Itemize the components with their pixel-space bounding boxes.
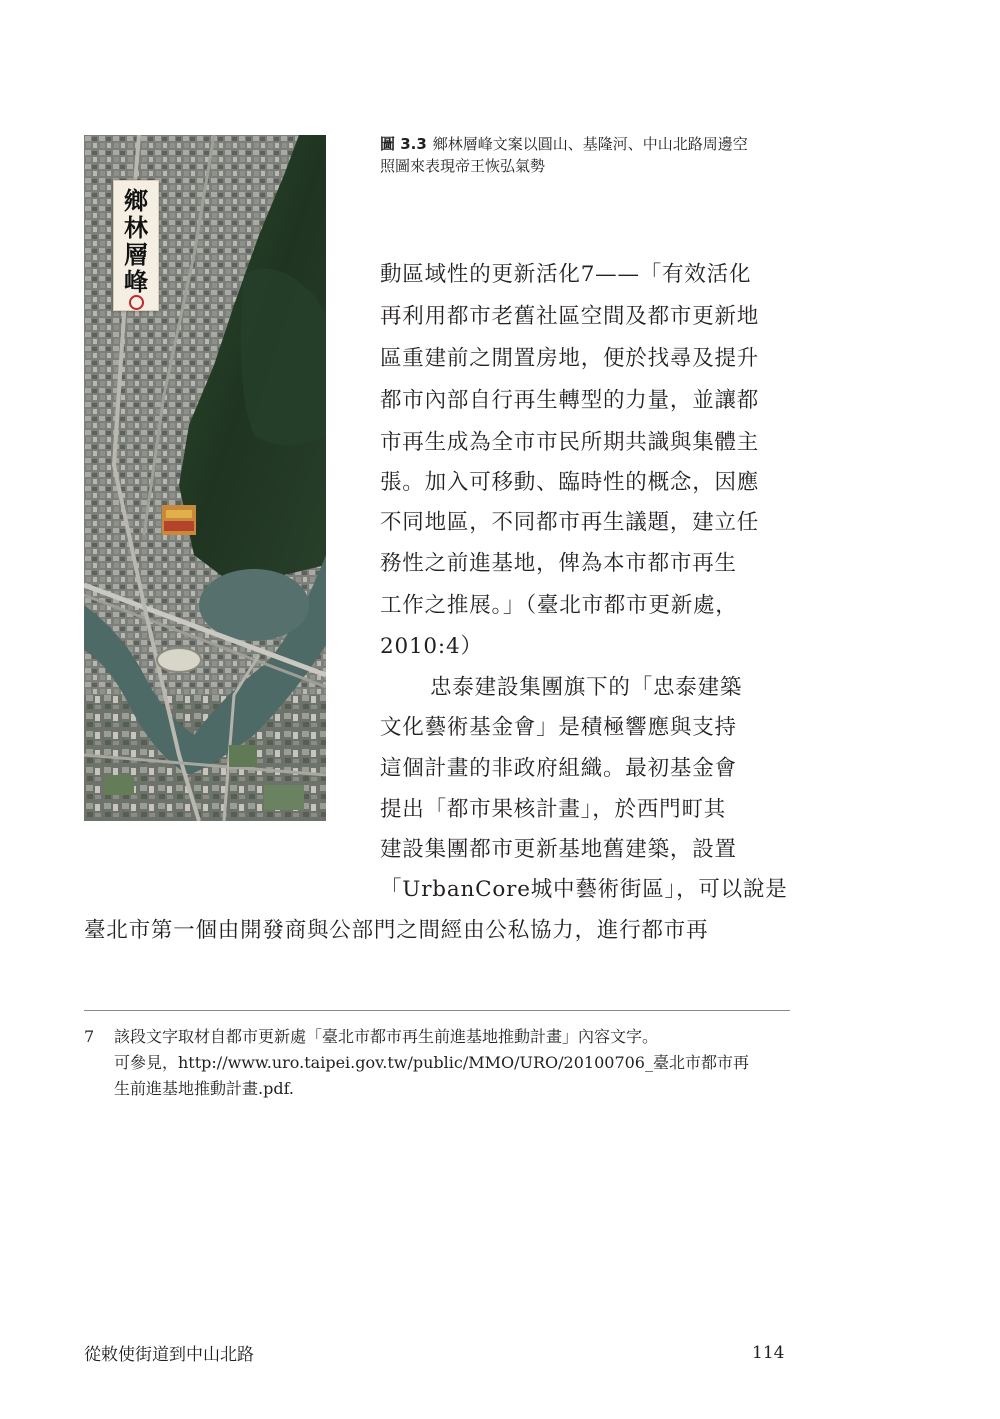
body-line: 區重建前之閒置房地，便於找尋及提升	[380, 346, 760, 371]
seal-mark	[129, 295, 144, 310]
tag-char: 峰	[124, 267, 148, 296]
tag-char: 鄉	[124, 186, 148, 215]
body-line: 建設集團都市更新基地舊建築，設置	[380, 837, 737, 862]
body-line: 動區域性的更新活化7——「有效活化	[380, 262, 752, 287]
body-line-full: 臺北市第一個由開發商與公部門之間經由公私協力，進行都市再	[84, 918, 709, 943]
footnote-line-2: 可參見，http://www.uro.taipei.gov.tw/public/MMO/URO/20100706_臺北市都市再	[114, 1053, 749, 1072]
tag-char: 林	[124, 213, 148, 242]
body-line: 這個計畫的非政府組織。最初基金會	[380, 756, 737, 781]
calligraphy-tag	[113, 180, 159, 311]
body-line: 文化藝術基金會」是積極響應與支持	[380, 715, 737, 740]
caption-line-2: 照圖來表現帝王恢弘氣勢	[380, 157, 546, 175]
body-line: 張。加入可移動、臨時性的概念，因應	[380, 470, 760, 495]
footnote	[84, 1024, 790, 1102]
body-line: 務性之前進基地，俾為本市都市再生	[380, 551, 737, 576]
footnote-line-3: 生前進基地推動計畫.pdf.	[114, 1079, 295, 1098]
body-line: 都市內部自行再生轉型的力量，並讓都	[380, 388, 760, 413]
figure-number: 圖 3.3	[380, 135, 427, 153]
running-footer-title: 從敕使街道到中山北路	[84, 1345, 254, 1365]
footnote-line-1: 該段文字取材自都市更新處「臺北市都市再生前進基地推動計畫」內容文字。	[114, 1027, 659, 1046]
body-line: 再利用都市老舊社區空間及都市更新地	[380, 304, 760, 329]
page-number: 114	[752, 1343, 785, 1363]
body-line: 「UrbanCore城中藝術街區」，可以說是	[380, 877, 788, 902]
footnote-number: 7	[84, 1027, 95, 1046]
figure-caption	[380, 133, 800, 177]
body-line: 不同地區，不同都市再生議題，建立任	[380, 510, 760, 535]
body-line: 提出「都市果核計畫」，於西門町其	[380, 797, 727, 822]
body-line: 2010:4）	[380, 634, 483, 659]
tag-char: 層	[124, 240, 148, 269]
body-line: 工作之推展。」（臺北市都市更新處，	[380, 593, 738, 618]
footnote-rule	[84, 1010, 790, 1011]
body-line: 忠泰建設集團旗下的「忠泰建築	[430, 675, 743, 700]
caption-line-1: 鄉林層峰文案以圓山、基隆河、中山北路周邊空	[432, 135, 748, 153]
body-line: 市再生成為全市市民所期共識與集體主	[380, 430, 760, 455]
